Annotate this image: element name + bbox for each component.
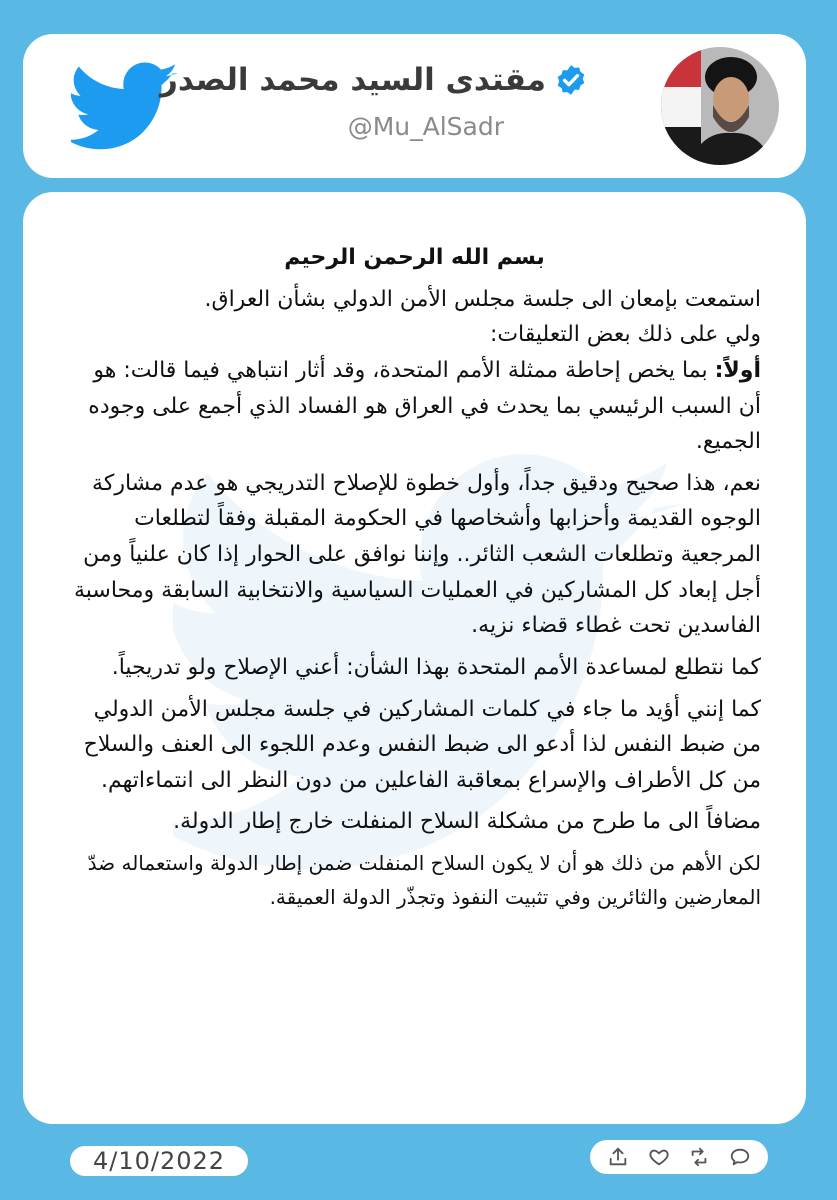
profile-header-card [23,34,806,178]
paragraph-7: مضافاً الى ما طرح من مشكلة السلاح المنفلت خارج إطار الدولة. [173,809,761,835]
paragraph-3-text: بما يخص إحاطة ممثلة الأمم المتحدة، وقد أثار انتباهي فيما قالت: هو أن السبب الرئيسي بما يحدث في العراق هو الفساد الذي أجمع على وجوده الجميع. [88,357,761,455]
user-handle[interactable]: @Mu_AlSadr [347,112,504,141]
retweet-icon[interactable] [688,1146,710,1168]
reply-icon[interactable] [729,1146,751,1168]
share-icon[interactable] [607,1146,629,1168]
paragraph-2: ولي على ذلك بعض التعليقات: [489,322,761,348]
verified-badge-icon [554,63,588,97]
name-row [160,62,588,98]
paragraph-3 [68,353,761,460]
avatar[interactable] [661,47,779,165]
tweet-text [68,240,761,915]
paragraph-lead: أولاً: [714,357,761,383]
basmala: بسم الله الرحمن الرحيم [284,245,545,270]
paragraph-4: نعم، هذا صحيح ودقيق جداً، وأول خطوة للإصلاح التدريجي هو عدم مشاركة الوجوه القديمة وأحزابها وأشخاصها في الحكومة المقبلة وفقاً لتطلعات المرجعية وتطلعات الشعب الثائر.. وإننا نوافق على الحوار إذا كان علنياً ومن أجل إبعاد كل المشاركين في العمليات السياسية والانتخابية السابقة ومحاسبة الفاسدين تحت غطاء قضاء نزيه. [73,470,761,639]
avatar-portrait-icon [661,47,779,165]
tweet-body-card [23,192,806,1124]
display-name[interactable]: مقتدى السيد محمد الصدر [159,62,546,98]
like-icon[interactable] [648,1146,670,1168]
paragraph-8: لكن الأهم من ذلك هو أن لا يكون السلاح المنفلت ضمن إطار الدولة واستعماله ضدّ المعارضين والثائرين وفي تثبيت النفوذ وتجذّر الدولة العميقة. [87,851,761,910]
tweet-actions [590,1140,768,1174]
paragraph-5: كما نتطلع لمساعدة الأمم المتحدة بهذا الشأن: أعني الإصلاح ولو تدريجياً. [111,654,761,680]
paragraph-1: استمعت بإمعان الى جلسة مجلس الأمن الدولي بشأن العراق. [204,286,761,312]
post-date: 4/10/2022 [70,1146,248,1176]
paragraph-6: كما إنني أؤيد ما جاء في كلمات المشاركين في جلسة مجلس الأمن الدولي من ضبط النفس لذا أدعو الى ضبط النفس وعدم اللجوء الى العنف والسلاح من كل الأطراف والإسراع بمعاقبة الفاعلين من دون النظر الى انتماءاتهم. [83,696,761,793]
